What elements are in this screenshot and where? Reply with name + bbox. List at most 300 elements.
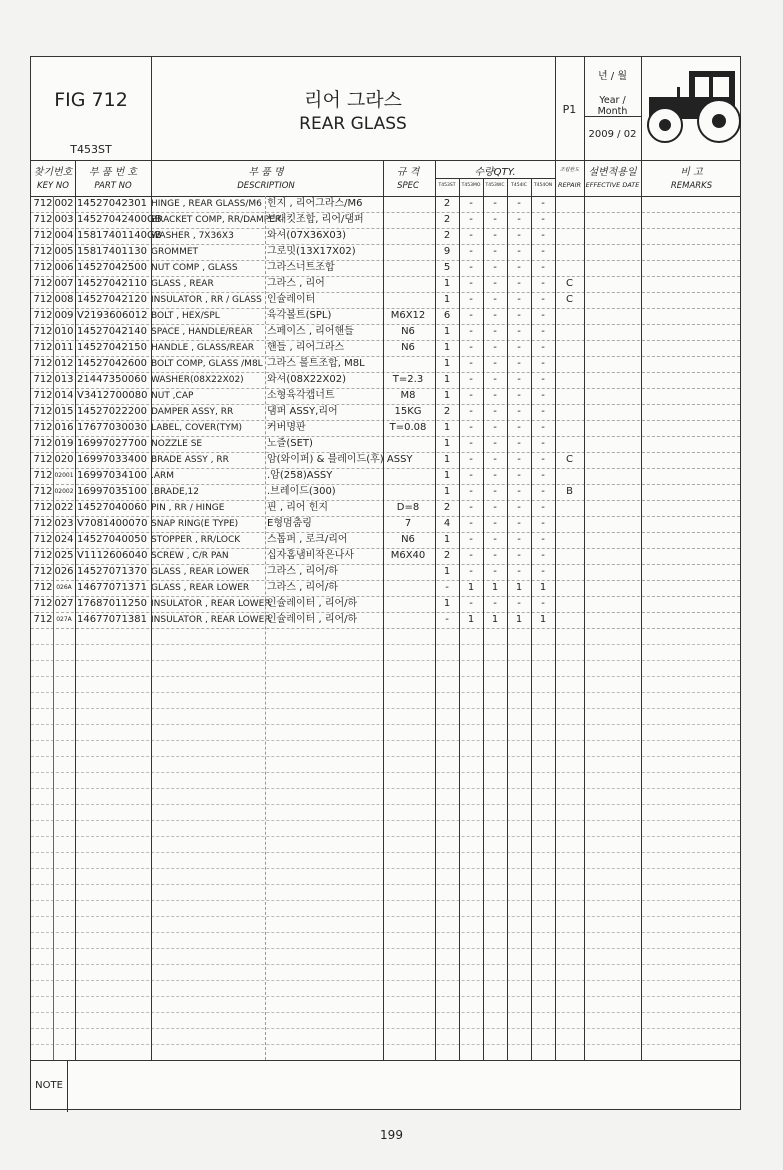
qty-cell: 1 [467,582,475,593]
description-ko: 그라스 , 리어/하 [267,582,338,593]
qty-cell: - [493,454,497,465]
empty-row [31,868,740,885]
qty-cell: - [493,550,497,561]
description-en: INSULATOR , REAR LOWER [151,599,271,609]
part-number: 16997027700 [77,438,147,449]
qty-cell: 1 [443,438,451,449]
repair-code: B [566,486,573,497]
description-en: GROMMET [151,247,199,257]
qty-cell: - [469,470,473,481]
qty-cell: - [493,438,497,449]
qty-cell: - [493,246,497,257]
empty-row [31,884,740,901]
table-row [31,596,740,613]
qty-cell: 1 [467,614,475,625]
part-number: 16997033400 [77,454,147,465]
table-row [31,500,740,517]
col-part-en: PART NO [94,181,132,191]
part-number: V1112606040 [77,550,148,561]
model-code: T453ST [70,143,112,156]
qty-cell: - [541,310,545,321]
empty-row [31,980,740,997]
table-row [31,276,740,293]
table-row [31,420,740,437]
qty-cell: 2 [443,550,451,561]
description-en: .ARM [151,471,175,481]
table-row [31,404,740,421]
qty-cell: - [493,278,497,289]
key-group: 712 [33,614,53,625]
table-row [31,564,740,581]
note-label: NOTE [35,1080,63,1091]
key-number: 003 [54,214,74,225]
qty-cell: 1 [443,470,451,481]
table-row [31,340,740,357]
qty-cell: 2 [443,214,451,225]
description-ko: 와셔(07X36X03) [267,230,346,241]
qty-cell: 2 [443,502,451,513]
description-ko: 커버명판 [267,422,306,433]
part-number: 14527071370 [77,566,147,577]
qty-cell: 1 [443,278,451,289]
qty-cell: - [517,278,521,289]
qty-cell: 1 [443,454,451,465]
key-group: 712 [33,598,53,609]
key-number: 011 [54,342,74,353]
key-number: 008 [54,294,74,305]
description-en: INSULATOR , REAR LOWER [151,615,271,625]
description-ko: 암(와이퍼) & 블레이드(후) ASSY [267,454,413,465]
description-en: BOLT COMP, GLASS /M8L [151,359,263,369]
description-en: SCREW , C/R PAN [151,551,229,561]
qty-cell: 1 [443,374,451,385]
col-rem-en: REMARKS [670,181,713,191]
description-ko: 육각볼트(SPL) [267,310,332,321]
col-key-ko: 찾기번호 [33,167,73,178]
empty-row [31,692,740,709]
spec: N6 [401,326,415,337]
qty-cell: 5 [443,262,451,273]
description-ko: 스톱퍼 , 로크/리어 [267,534,348,545]
qty-cell: - [517,454,521,465]
qty-cell: - [469,262,473,273]
qty-cell: 1 [539,582,547,593]
qty-cell: - [517,358,521,369]
qty-cell: - [493,374,497,385]
part-number: 21447350060 [77,374,147,385]
qty-cell: - [517,598,521,609]
empty-row [31,724,740,741]
qty-cell: - [469,550,473,561]
description-en: HANDLE , GLASS/REAR [151,343,255,353]
part-number: 14527042110 [77,278,147,289]
qty-cell: - [517,326,521,337]
qty-cell: - [493,262,497,273]
table-row [31,196,740,213]
col-eff-en: EFFECTIVE DATE [585,181,640,189]
description-en: BOLT , HEX/SPL [151,311,220,321]
qty-cell: - [541,406,545,417]
key-number: 014 [54,390,74,401]
part-number: 14527042120 [77,294,147,305]
description-ko: 핀 , 리어 힌지 [267,502,329,513]
col-repair-en: REPAIR [557,181,582,189]
qty-cell: - [469,438,473,449]
qty-cell: - [517,230,521,241]
empty-row [31,676,740,693]
description-ko: 그라스 볼트조합, M8L [267,358,365,369]
qty-cell: - [469,198,473,209]
qty-cell: 1 [443,534,451,545]
empty-row [31,1012,740,1029]
qty-cell: - [517,422,521,433]
qty-cell: - [517,486,521,497]
qty-cell: - [541,262,545,273]
description-en: HINGE , REAR GLASS/M6 [151,199,262,209]
col-desc-ko: 부 품 명 [248,167,284,178]
qty-cell: - [541,566,545,577]
part-number: 14677071381 [77,614,147,625]
parts-sheet [30,56,741,1110]
key-number: 026A [56,584,72,591]
empty-row [31,756,740,773]
qty-cell: - [493,502,497,513]
part-number: 14677071371 [77,582,147,593]
table-row [31,612,740,629]
fig-number: FIG 712 [54,89,128,111]
qty-cell: - [517,470,521,481]
table-row [31,516,740,533]
empty-row [31,1044,740,1061]
qty-cell: - [541,486,545,497]
description-en: LABEL, COVER(TYM) [151,423,243,433]
key-group: 712 [33,454,53,465]
key-group: 712 [33,390,53,401]
key-number: 004 [54,230,74,241]
qty-cell: - [469,406,473,417]
qty-cell: 1 [515,582,523,593]
empty-row [31,708,740,725]
spec: M6X40 [390,550,426,561]
part-number: 14527042140 [77,326,147,337]
qty-cell: - [517,550,521,561]
description-en: NUT ,CAP [151,391,194,401]
qty-cell: 1 [443,326,451,337]
col-repair-ko: 조립완도 [559,167,580,173]
spec: 15KG [394,406,422,417]
title-korean: 리어 그라스 [304,89,402,111]
key-group: 712 [33,438,53,449]
qty-cell: - [493,358,497,369]
qty-cell: - [493,342,497,353]
description-en: BRADE ASSY , RR [151,455,229,465]
key-number: 025 [54,550,74,561]
description-en: STOPPER , RR/LOCK [151,535,241,545]
qty-cell: 6 [443,310,451,321]
qty-cell: - [469,454,473,465]
qty-model-3: T453WC [485,183,505,188]
qty-cell: - [517,534,521,545]
key-number: 02001 [54,472,74,479]
qty-cell: - [493,598,497,609]
qty-cell: 2 [443,406,451,417]
page-code-cell [555,57,585,160]
title-cell [151,57,556,160]
key-number: 023 [54,518,74,529]
qty-cell: - [493,214,497,225]
key-number: 016 [54,422,74,433]
qty-cell: - [541,438,545,449]
description-en: BRACKET COMP, RR/DAMPER [151,215,282,225]
part-number: 14527042301 [77,198,147,209]
qty-cell: - [469,534,473,545]
qty-cell: - [493,198,497,209]
qty-cell: - [469,486,473,497]
qty-cell: - [541,598,545,609]
qty-cell: - [541,470,545,481]
empty-row [31,964,740,981]
description-en: GLASS , REAR [151,279,214,289]
qty-cell: - [541,326,545,337]
qty-cell: - [493,310,497,321]
qty-cell: - [517,390,521,401]
key-group: 712 [33,262,53,273]
revision-date: 2009 / 02 [588,129,637,140]
description-en: SNAP RING(E TYPE) [151,519,239,529]
qty-cell: - [541,198,545,209]
table-row [31,388,740,405]
fig-cell [31,57,152,160]
qty-cell: 1 [539,614,547,625]
part-number: 14527042150 [77,342,147,353]
part-number: 14527040060 [77,502,147,513]
qty-cell: - [469,342,473,353]
qty-cell: - [493,486,497,497]
spec: D=8 [396,502,420,513]
qty-cell: - [517,566,521,577]
description-en: GLASS , REAR LOWER [151,567,250,577]
qty-cell: - [517,294,521,305]
description-ko: 댐퍼 ASSY,리어 [267,406,338,417]
key-group: 712 [33,486,53,497]
col-part-ko: 부 품 번 호 [88,167,138,178]
qty-cell: - [517,198,521,209]
column-headers [31,160,740,197]
qty-cell: 4 [443,518,451,529]
part-number: V2193606012 [77,310,148,321]
empty-row [31,740,740,757]
part-number: 14527040050 [77,534,147,545]
description-en: INSULATOR , RR / GLASS [151,295,262,305]
description-ko: .암(258)ASSY [267,470,333,481]
table-row [31,548,740,565]
qty-cell: 1 [443,566,451,577]
qty-cell: - [469,310,473,321]
qty-model-4: T454IC [511,183,527,188]
qty-cell: - [517,374,521,385]
empty-row [31,900,740,917]
key-number: 019 [54,438,74,449]
table-row [31,372,740,389]
empty-row [31,836,740,853]
part-number: V7081400070 [77,518,148,529]
key-number: 002 [54,198,74,209]
key-group: 712 [33,342,53,353]
key-group: 712 [33,502,53,513]
key-group: 712 [33,422,53,433]
empty-row [31,1028,740,1045]
spec: M8 [400,390,416,401]
description-ko: E형멈춤링 [267,518,312,529]
empty-row [31,788,740,805]
table-row [31,292,740,309]
qty-cell: 1 [515,614,523,625]
part-number: 17677030030 [77,422,147,433]
key-group: 712 [33,406,53,417]
description-en: SPACE , HANDLE/REAR [151,327,253,337]
qty-cell: - [541,518,545,529]
repair-code: C [566,294,573,305]
qty-cell: - [517,246,521,257]
key-group: 712 [33,278,53,289]
description-ko: 인슐레이터 , 리어/하 [267,614,358,625]
part-number: 14527042500 [77,262,147,273]
qty-cell: - [517,342,521,353]
key-group: 712 [33,198,53,209]
key-number: 012 [54,358,74,369]
description-en: WASHER , 7X36X3 [151,231,234,241]
qty-model-5: T454ON [533,183,553,188]
description-ko: 와셔(08X22X02) [267,374,346,385]
qty-cell: - [469,326,473,337]
spec: T=2.3 [392,374,424,385]
col-rem-ko: 비 고 [680,167,703,178]
qty-cell: 1 [443,422,451,433]
empty-row [31,948,740,965]
spec: N6 [401,342,415,353]
qty-model-1: T453ST [438,183,456,188]
description-en: NUT COMP , GLASS [151,263,238,273]
qty-cell: - [469,374,473,385]
qty-cell: - [469,598,473,609]
qty-cell: 1 [443,486,451,497]
table-row [31,436,740,453]
table-row [31,212,740,229]
qty-cell: - [469,214,473,225]
table-row [31,260,740,277]
description-ko: 브래킷조합, 리어/댐퍼 [267,214,364,225]
qty-cell: 1 [443,390,451,401]
key-number: 024 [54,534,74,545]
table-row [31,580,740,597]
qty-cell: - [541,374,545,385]
spec: M6X12 [390,310,426,321]
description-en: GLASS , REAR LOWER [151,583,250,593]
repair-code: C [566,278,573,289]
qty-cell: - [493,534,497,545]
qty-cell: - [469,246,473,257]
qty-cell: - [469,278,473,289]
description-ko: 그라스 , 리어 [267,278,325,289]
key-number: 005 [54,246,74,257]
description-ko: 노즐(SET) [267,438,313,449]
qty-cell: - [493,390,497,401]
empty-row [31,772,740,789]
qty-cell: - [541,550,545,561]
key-number: 020 [54,454,74,465]
qty-cell: - [517,518,521,529]
col-desc-en: DESCRIPTION [237,181,295,191]
qty-cell: - [541,534,545,545]
qty-cell: - [541,390,545,401]
qty-cell: - [493,230,497,241]
key-number: 010 [54,326,74,337]
key-group: 712 [33,214,53,225]
key-number: 027A [56,616,72,623]
qty-model-2: T453MO [461,183,481,188]
qty-cell: - [493,294,497,305]
key-number: 022 [54,502,74,513]
qty-cell: - [469,230,473,241]
spec: N6 [401,534,415,545]
qty-cell: - [517,406,521,417]
description-ko: 인슐레이터 , 리어/하 [267,598,358,609]
part-number: 16997035100 [77,486,147,497]
qty-cell: - [469,294,473,305]
description-ko: 소형육각캡너트 [267,390,335,401]
key-group: 712 [33,566,53,577]
qty-cell: - [493,518,497,529]
key-group: 712 [33,230,53,241]
empty-row [31,820,740,837]
table-row [31,356,740,373]
title-english: REAR GLASS [299,114,407,134]
empty-row [31,996,740,1013]
description-ko: 힌지 , 리어그라스/M6 [267,198,363,209]
description-ko: 그라스 , 리어/하 [267,566,338,577]
key-group: 712 [33,518,53,529]
qty-cell: - [541,230,545,241]
description-ko: 그라스너트조합 [267,262,335,273]
table-row [31,532,740,549]
key-group: 712 [33,246,53,257]
qty-cell: - [493,566,497,577]
table-row [31,228,740,245]
year-month-label: Year / Month [597,95,628,117]
description-en: DAMPER ASSY, RR [151,407,234,417]
page-code: P1 [562,103,577,116]
description-ko: 핸들 , 리어그라스 [267,342,345,353]
part-number: 14527042600 [77,358,147,369]
key-group: 712 [33,582,53,593]
col-spec-en: SPEC [397,181,419,191]
qty-cell: - [493,326,497,337]
key-group: 712 [33,310,53,321]
qty-cell: - [541,278,545,289]
qty-cell: - [517,214,521,225]
qty-cell: - [541,454,545,465]
qty-cell: - [541,294,545,305]
note-section [31,1060,740,1112]
table-row [31,244,740,261]
sheet-header [31,57,740,161]
qty-cell: - [469,566,473,577]
key-number: 013 [54,374,74,385]
spec: 7 [404,518,412,529]
qty-cell: - [469,390,473,401]
empty-row [31,932,740,949]
key-group: 712 [33,534,53,545]
